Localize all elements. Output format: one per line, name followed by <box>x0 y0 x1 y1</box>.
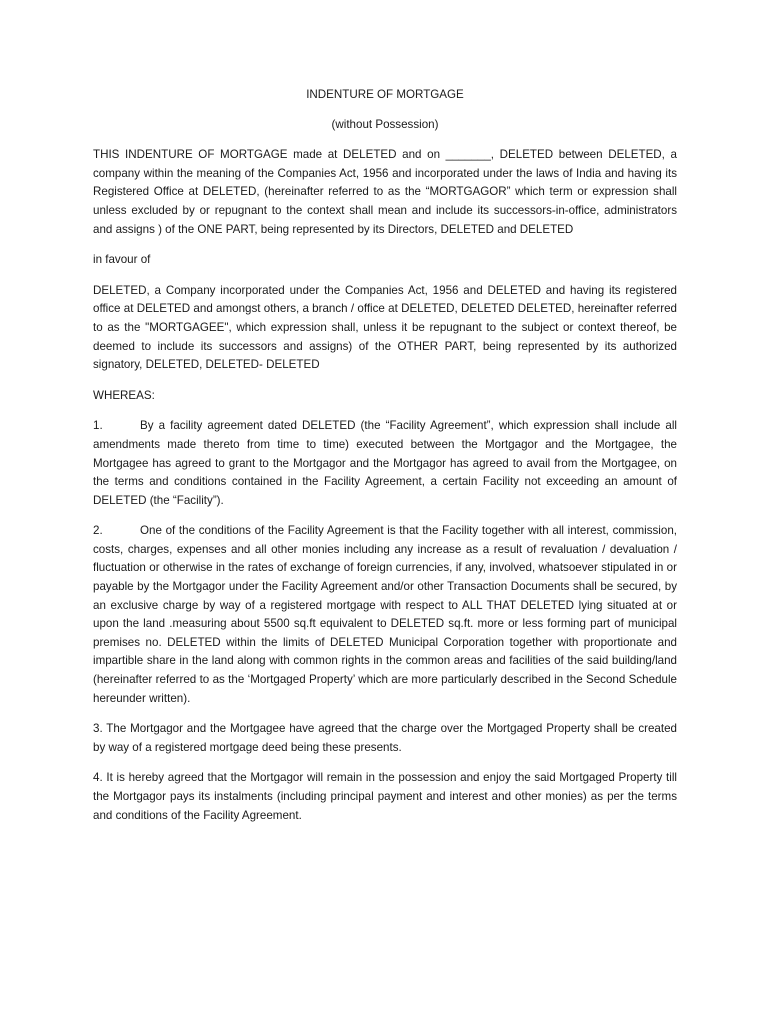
document-title: INDENTURE OF MORTGAGE <box>306 88 464 101</box>
clause-2-number: 2. <box>93 524 103 538</box>
clause-2-text: One of the conditions of the Facility Agreement is that the Facility together with all interest, commission, costs, charges, expenses and all other monies including any increase as a result of revaluation / devaluation / fluctuation or otherwise in the rates of exchange of foreign currencies, if any, involved, whatsoever stipulated in or payable by the Mortgagor under the Facility Agreement and/or other Transaction Documents shall be secured, by an exclusive charge by way of a registered mortgage with respect to ALL THAT DELETED lying situated at or upon the land .measuring about 5500 sq.ft equivalent to DELETED sq.ft. more or less forming part of municipal premises no. DELETED within the limits of DELETED Municipal Corporation together with proportionate and impartible share in the land along with common rights in the common areas and facilities of the said building/land (hereinafter referred to as the ‘Mortgaged Property’ which are more particularly described in the Second Schedule hereunder written). <box>93 524 677 705</box>
whereas-heading: WHEREAS: <box>93 388 155 402</box>
mortgagee-paragraph: DELETED, a Company incorporated under the Companies Act, 1956 and DELETED and having its registered office at DELETED and amongst others, a branch / office at DELETED, DELETED DELETED, hereinafter referred to as the "MORTGAGEE", which expression shall, unless it be repugnant to the subject or context thereof, be deemed to include its successors and assigns) of the OTHER PART, being represented by its authorized signatory, DELETED, DELETED- DELETED <box>93 283 677 372</box>
in-favour-line: in favour of <box>93 253 151 267</box>
clause-1-number: 1. <box>93 419 103 433</box>
clause-3: 3. The Mortgagor and the Mortgagee have agreed that the charge over the Mortgaged Property shall be created by way of a registered mortgage deed being these presents. <box>93 722 677 754</box>
document-subtitle: (without Possession) <box>331 117 439 131</box>
clause-1-text: By a facility agreement dated DELETED (the “Facility Agreement”, which expression shall include all amendments made thereto from time to time) executed between the Mortgagor and the Mortgagee, the Mortgagee has agreed to grant to the Mortgagor and the Mortgagor has agreed to avail from the Mortgagee, on the terms and conditions contained in the Facility Agreement, a certain Facility not exceeding an amount of DELETED (the “Facility”). <box>93 419 677 507</box>
intro-paragraph: THIS INDENTURE OF MORTGAGE made at DELETED and on _______, DELETED between DELETED, a company within the meaning of the Companies Act, 1956 and incorporated under the laws of India and having its Registered Office at DELETED, (hereinafter referred to as the “MORTGAGOR” which term or expression shall unless excluded by or repugnant to the context shall mean and include its successors-in-office, administrators and assigns ) of the ONE PART, being represented by its Directors, DELETED and DELETED <box>93 148 677 236</box>
document-page <box>93 86 677 837</box>
clause-2 <box>93 522 677 708</box>
clause-4: 4. It is hereby agreed that the Mortgagor will remain in the possession and enjoy the said Mortgaged Property till the Mortgagor pays its instalments (including principal payment and interest and other monies) as per the terms and conditions of the Facility Agreement. <box>93 771 677 822</box>
clause-1 <box>93 417 677 510</box>
